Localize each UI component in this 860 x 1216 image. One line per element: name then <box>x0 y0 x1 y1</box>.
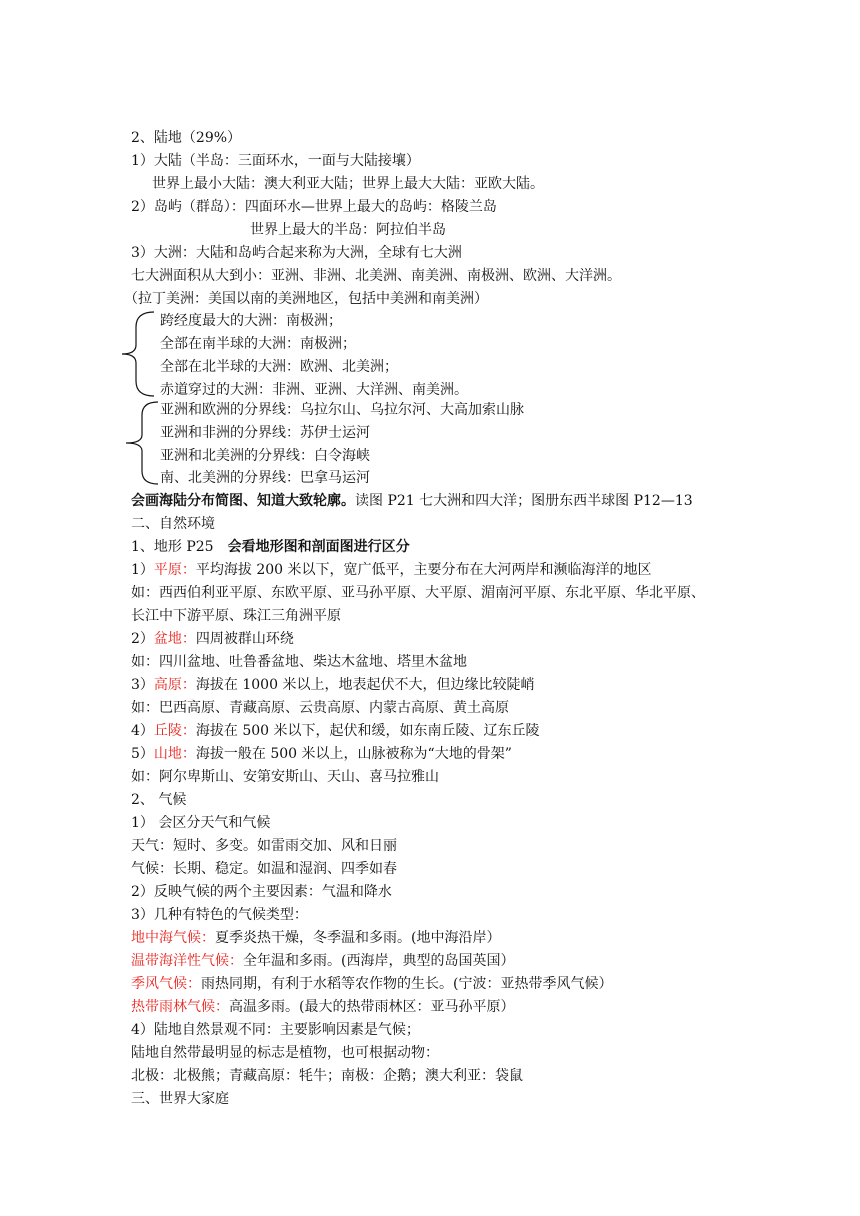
island-item: 2）岛屿（群岛）：四面环水—世界上最大的岛屿：格陵兰岛 <box>131 199 497 215</box>
terrain-label: 1、地形 P25 <box>131 539 214 555</box>
climate-def: 气候：长期、稳定。如温和湿润、四季如春 <box>131 861 397 877</box>
basin-examples: 如：四川盆地、吐鲁番盆地、柴达木盆地、塔里木盆地 <box>131 654 467 670</box>
climate-heading: 2、 气候 <box>131 792 187 808</box>
boundary-item: 亚洲和欧洲的分界线：乌拉尔山、乌拉尔河、大高加索山脉 <box>160 402 524 418</box>
section-land-heading: 2、陆地（29%） <box>131 130 242 146</box>
continents-definition: 3）大洲：大陆和岛屿合起来称为大洲，全球有七大洲 <box>131 245 462 261</box>
rainforest-climate <box>131 997 514 1017</box>
term-mountain: 山地： <box>153 746 196 762</box>
term-plateau: 高原： <box>153 677 196 693</box>
mediterranean-climate <box>131 928 500 948</box>
term-hills-desc: 海拔在 500 米以下，起伏和缓，如东南丘陵、辽东丘陵 <box>195 723 540 739</box>
continent-fact-item: 赤道穿过的大洲：非洲、亚洲、大洋洲、南美洲。 <box>160 382 468 398</box>
brace-boundaries <box>122 399 162 487</box>
plain-item <box>131 560 652 580</box>
term-monsoon-desc: 雨热同期，有利于水稻等农作物的生长。(宁波：亚热带季风气候） <box>201 976 613 992</box>
plain-examples: 如：西西伯利亚平原、东欧平原、亚马孙平原、大平原、湄南河平原、东北平原、华北平原、 <box>131 585 705 601</box>
mountain-examples: 如：阿尔卑斯山、安第安斯山、天山、喜马拉雅山 <box>131 769 439 785</box>
boundary-item: 亚洲和非洲的分界线：苏伊士运河 <box>160 425 370 441</box>
monsoon-climate <box>131 974 612 994</box>
term-monsoon: 季风气候： <box>131 976 201 992</box>
latin-america-note: （拉丁美洲：美国以南的美洲地区，包括中美洲和南美洲） <box>124 291 488 307</box>
term-plateau-desc: 海拔在 1000 米以上，地表起伏不大，但边缘比较陡峭 <box>195 677 535 693</box>
term-basin-desc: 四周被群山环绕 <box>195 631 294 647</box>
boundary-item: 南、北美洲的分界线：巴拿马运河 <box>160 470 370 486</box>
term-plain-desc: 平均海拔 200 米以下，宽广低平，主要分布在大河两岸和濒临海洋的地区 <box>195 562 652 578</box>
terrain-emphasis: 会看地形图和剖面图进行区分 <box>227 539 410 555</box>
boundary-item: 亚洲和北美洲的分界线：白令海峡 <box>160 448 370 464</box>
brace-continent-facts <box>118 309 160 399</box>
item-number: 3） <box>131 677 154 693</box>
continent-fact-item: 跨经度最大的大洲：南极洲； <box>160 313 342 329</box>
item-number: 1） <box>131 562 154 578</box>
continent-fact-item: 全部在南半球的大洲：南极洲； <box>160 336 356 352</box>
hills-item <box>131 721 540 741</box>
map-drawing-emphasis: 会画海陆分布简图、知道大致轮廓。 <box>131 493 355 509</box>
plateau-examples: 如：巴西高原、青藏高原、云贵高原、内蒙古高原、黄土高原 <box>131 700 509 716</box>
oceanic-climate <box>131 951 514 971</box>
term-plain: 平原： <box>153 562 196 578</box>
term-hills: 丘陵： <box>153 723 196 739</box>
item-number: 5） <box>131 746 154 762</box>
section-world-heading: 三、世界大家庭 <box>131 1091 229 1107</box>
weather-vs-climate: 1） 会区分天气和气候 <box>131 815 271 831</box>
term-basin: 盆地： <box>153 631 196 647</box>
map-drawing-note <box>131 491 693 511</box>
mountain-item <box>131 744 512 764</box>
basin-item <box>131 629 294 649</box>
term-mediterranean-desc: 夏季炎热干燥，冬季温和多雨。(地中海沿岸） <box>215 930 501 946</box>
plain-examples-cont: 长江中下游平原、珠江三角洲平原 <box>131 608 341 624</box>
largest-peninsula: 世界上最大的半岛：阿拉伯半岛 <box>250 222 446 238</box>
landscape-factor: 4）陆地自然景观不同：主要影响因素是气候； <box>131 1022 420 1038</box>
climate-types-heading: 3）几种有特色的气候类型： <box>131 907 308 923</box>
item-number: 4） <box>131 723 154 739</box>
plateau-item <box>131 675 534 695</box>
continent-extremes: 世界上最小大陆：澳大利亚大陆；世界上最大大陆：亚欧大陆。 <box>152 176 544 192</box>
weather-def: 天气：短时、多变。如雷雨交加、风和日丽 <box>131 838 397 854</box>
natural-zone-sign: 陆地自然带最明显的标志是植物，也可根据动物： <box>131 1045 439 1061</box>
item-number: 2） <box>131 631 154 647</box>
term-rainforest-desc: 高温多雨。(最大的热带雨林区：亚马孙平原） <box>229 999 515 1015</box>
term-rainforest: 热带雨林气候： <box>131 999 229 1015</box>
continents-by-area: 七大洲面积从大到小：亚洲、非洲、北美洲、南美洲、南极洲、欧洲、大洋洲。 <box>131 268 621 284</box>
map-drawing-reference: 读图 P21 七大洲和四大洋；图册东西半球图 P12—13 <box>355 493 693 509</box>
climate-factors: 2）反映气候的两个主要因素：气温和降水 <box>131 884 392 900</box>
term-mountain-desc: 海拔一般在 500 米以上，山脉被称为“大地的骨架” <box>195 746 512 762</box>
terrain-heading <box>131 537 410 557</box>
term-mediterranean: 地中海气候： <box>131 930 215 946</box>
continent-item: 1）大陆（半岛：三面环水，一面与大陆接壤） <box>131 153 420 169</box>
term-oceanic-desc: 全年温和多雨。(西海岸，典型的岛国英国） <box>243 953 515 969</box>
animal-examples: 北极：北极熊；青藏高原：牦牛；南极：企鹅；澳大利亚：袋鼠 <box>131 1068 523 1084</box>
section-nature-heading: 二、自然环境 <box>131 516 215 532</box>
term-oceanic: 温带海洋性气候： <box>131 953 243 969</box>
continent-fact-item: 全部在北半球的大洲：欧洲、北美洲； <box>160 359 398 375</box>
